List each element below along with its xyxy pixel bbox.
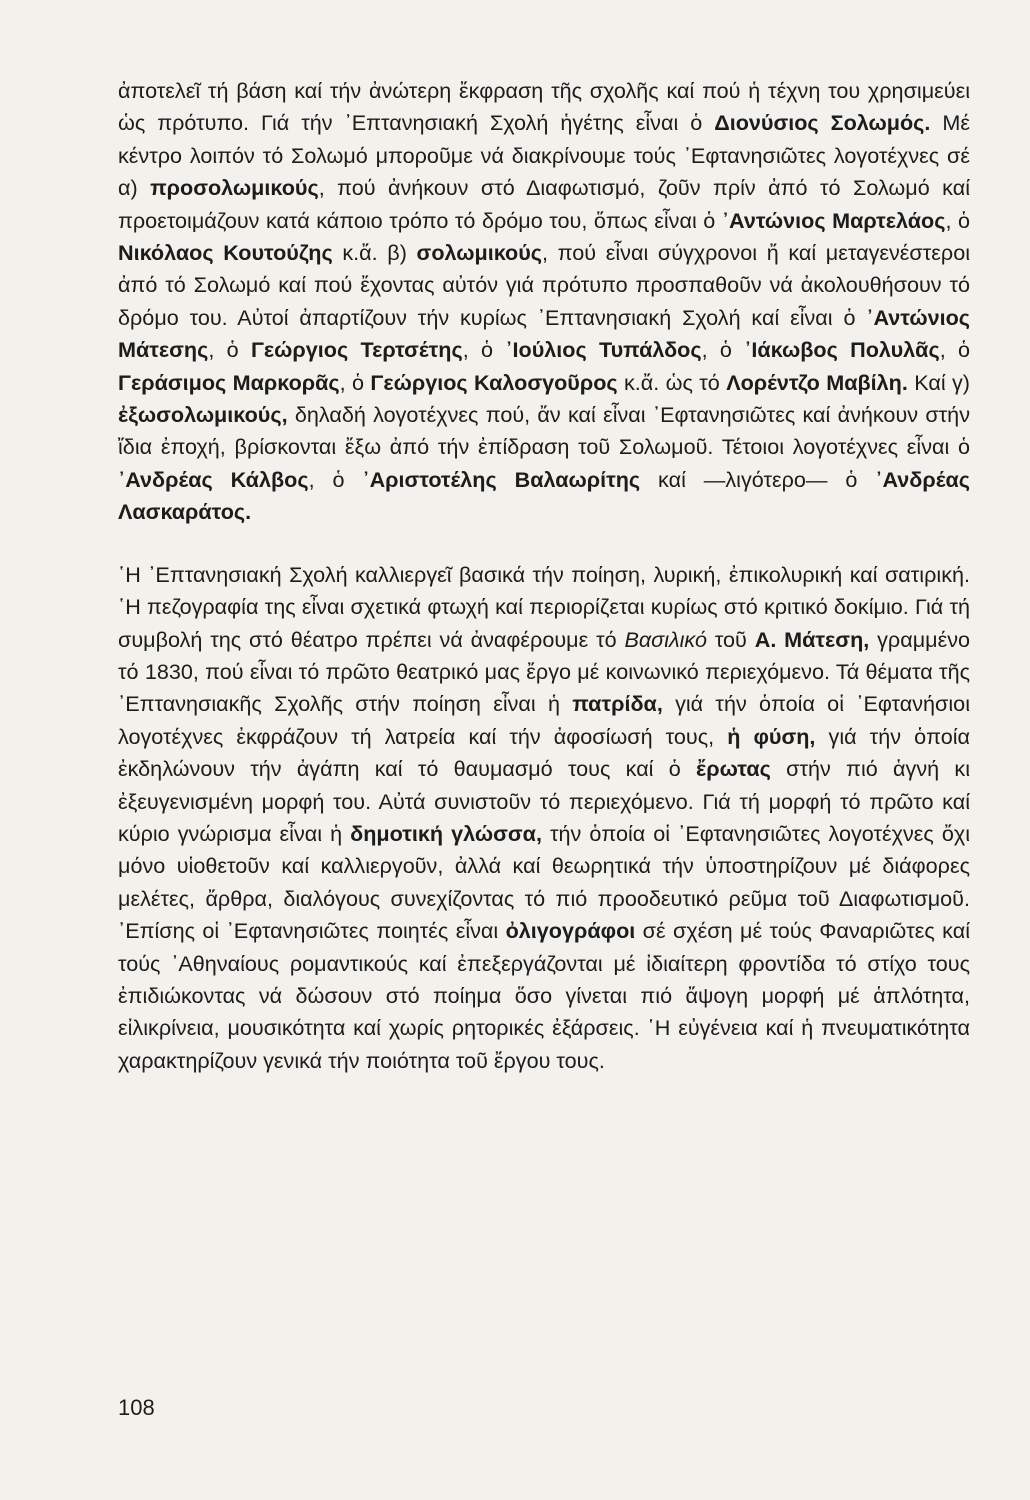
bold-term: προσολωμικούς	[150, 175, 319, 201]
page-number: 108	[118, 1395, 155, 1420]
bold-term: Γεώργιος Τερτσέτης	[250, 337, 463, 363]
text-run: , ὁ	[208, 337, 251, 363]
bold-term: ᾿Αριστοτέλης Βαλαωρίτης	[362, 466, 641, 492]
text-run: στήν πιό ἁγνή κι ἐξευγενισμένη μορφή του. Αὐτά συνιστοῦν τό περιεχόμενο. Γιά τή μορφή τό πρῶτο καί κύριο γνώρισμα εἶναι ἡ	[118, 756, 970, 846]
text-run: δηλαδή λογοτέχνες πού, ἄν καί εἶναι ᾿Εφτανησιῶτες καί ἀνήκουν στήν ἴδια ἐποχή, βρίσκονται ἔξω ἀπό τήν ἐπίδραση τοῦ Σολωμοῦ. Τέτοιοι λογοτέχνες εἶναι ὁ	[118, 402, 970, 460]
bold-term: ἔρωτας	[696, 756, 771, 782]
bold-term: Γεώργιος Καλοσγοῦρος	[370, 369, 618, 395]
paragraph-1	[118, 75, 970, 529]
bold-term: ᾿Ιάκωβος Πολυλᾶς	[744, 337, 940, 363]
text-run: , ὁ	[462, 337, 506, 363]
text-run: , πού εἶναι σύγχρονοι ἤ καί μεταγενέστεροι ἀπό τό Σολωμό καί πού ἔχοντας αὐτόν γιά πρότυπο προσπαθοῦν νά ἀκολουθήσουν τό δρόμο του. Αὐτοί ἀπαρτίζουν τήν κυρίως ᾿Επτανησιακή Σχολή καί εἶναι ὁ	[118, 240, 971, 330]
text-run: , ὁ	[939, 337, 971, 363]
text-run: τοῦ	[706, 626, 755, 652]
bold-term: ᾿Αντώνιος Μαρτελάος	[721, 207, 946, 233]
text-run: ἀποτελεῖ τή βάση καί τήν ἀνώτερη ἔκφραση τῆς σχολῆς καί πού ἡ τέχνη του χρησιμεύει ὡς πρότυπο. Γιά τήν ᾿Επτανησιακή Σχολή ἡγέτης εἶναι ὁ	[118, 78, 970, 136]
page-body	[118, 75, 970, 1077]
text-run: Καί γ)	[907, 369, 970, 395]
bold-term: ᾿Ανδρέας Κάλβος	[118, 466, 309, 492]
text-run: , πού ἀνήκουν στό Διαφωτισμό, ζοῦν πρίν ἀπό τό Σολωμό καί προετοιμάζουν κατά κάποιο τρόπο τό δρόμο του, ὅπως εἶναι ὁ	[118, 175, 970, 233]
text-run: γιά τήν ὁποία ἐκδηλώνουν τήν ἀγάπη καί τό θαυμασμό τους καί ὁ	[118, 723, 970, 782]
bold-term: ᾿Ιούλιος Τυπάλδος	[505, 337, 702, 363]
bold-term: Γεράσιμος Μαρκορᾶς	[118, 369, 340, 395]
bold-term: ὀλιγογράφοι	[505, 918, 636, 944]
text-run: , ὁ	[308, 466, 363, 492]
bold-term: δημοτική γλώσσα,	[350, 820, 542, 846]
bold-term: Διονύσιος Σολωμός.	[714, 110, 931, 136]
text-run: γιά τήν ὁποία οἱ ᾿Εφτανήσιοι λογοτέχνες ἐκφράζουν τή λατρεία καί τήν ἀφοσίωσή τους,	[118, 691, 970, 749]
bold-term: Νικόλαος Κουτούζης	[118, 240, 333, 266]
bold-term: ᾿Ανδρέας Λασκαράτος.	[118, 466, 970, 525]
bold-term: Λορέντζο Μαβίλη.	[726, 369, 908, 395]
text-run: κ.ἄ. β)	[332, 240, 417, 266]
text-run: τήν ὁποία οἱ ᾿Εφτανησιῶτες λογοτέχνες ὄχι μόνο υἱοθετοῦν καί καλλιεργοῦν, ἀλλά καί θεωρητικά τήν ὑποστηρίζουν μέ διάφορες μελέτες, ἄρθρα, διαλόγους συνεχίζοντας τό πιό προοδευτικό ρεῦμα τοῦ Διαφωτισμοῦ. ᾿Επίσης οἱ ᾿Εφτανησιῶτες ποιητές εἶναι	[118, 820, 970, 944]
bold-term: σολωμικούς	[416, 240, 543, 266]
paragraph-2	[118, 559, 970, 1078]
bold-term: ἡ φύση,	[727, 723, 816, 749]
text-run: ῾Η ᾿Επτανησιακή Σχολή καλλιεργεῖ βασικά τήν ποίηση, λυρική, ἐπικολυρική καί σατιρική. ῾Η πεζογραφία της εἶναι σχετικά φτωχή καί περιορίζεται κυρίως στό κριτικό δοκίμιο. Γιά τή συμβολή της στό θέατρο πρέπει νά ἀναφέρουμε τό	[118, 561, 970, 652]
text-run: , ὁ	[339, 369, 371, 395]
text-run: σέ σχέση μέ τούς Φαναριῶτες καί τούς ᾿Αθηναίους ρομαντικούς καί ἐπεξεργάζονται μέ ἰδιαίτερη φροντίδα τό στίχο τους ἐπιδιώκοντας νά δώσουν στό ποίημα ὅσο γίνεται πιό ἄψογη μορφή μέ ἁπλότητα, εἰλικρίνεια, μουσικότητα καί χωρίς ρητορικές ἐξάρσεις. ῾Η εὐγένεια καί ἡ πνευματικότητα χαρακτηρίζουν γενικά τήν ποιότητα τοῦ ἔργου τους.	[118, 918, 970, 1073]
bold-term: Α. Μάτεση,	[754, 626, 870, 652]
bold-term: ἐξωσολωμικούς,	[118, 402, 288, 428]
text-run: , ὁ	[701, 337, 745, 363]
text-run: , ὁ	[945, 207, 971, 233]
text-run: καί —λιγότερο— ὁ	[640, 466, 876, 492]
italic-title: Βασιλικό	[624, 626, 707, 652]
text-run: Μέ κέντρο λοιπόν τό Σολωμό μποροῦμε νά διακρίνουμε τούς ᾿Εφτανησιῶτες λογοτέχνες σέ α)	[118, 110, 970, 201]
bold-term: ᾿Αντώνιος Μάτεσης	[118, 304, 970, 363]
bold-term: πατρίδα,	[572, 691, 663, 717]
text-run: γραμμένο τό 1830, πού εἶναι τό πρῶτο θεατρικό μας ἔργο μέ κοινωνικό περιεχόμενο. Τά θέματα τῆς ᾿Επτανησιακῆς Σχολῆς στήν ποίηση εἶναι ἡ	[118, 626, 971, 717]
text-run: κ.ἄ. ὡς τό	[617, 369, 727, 395]
